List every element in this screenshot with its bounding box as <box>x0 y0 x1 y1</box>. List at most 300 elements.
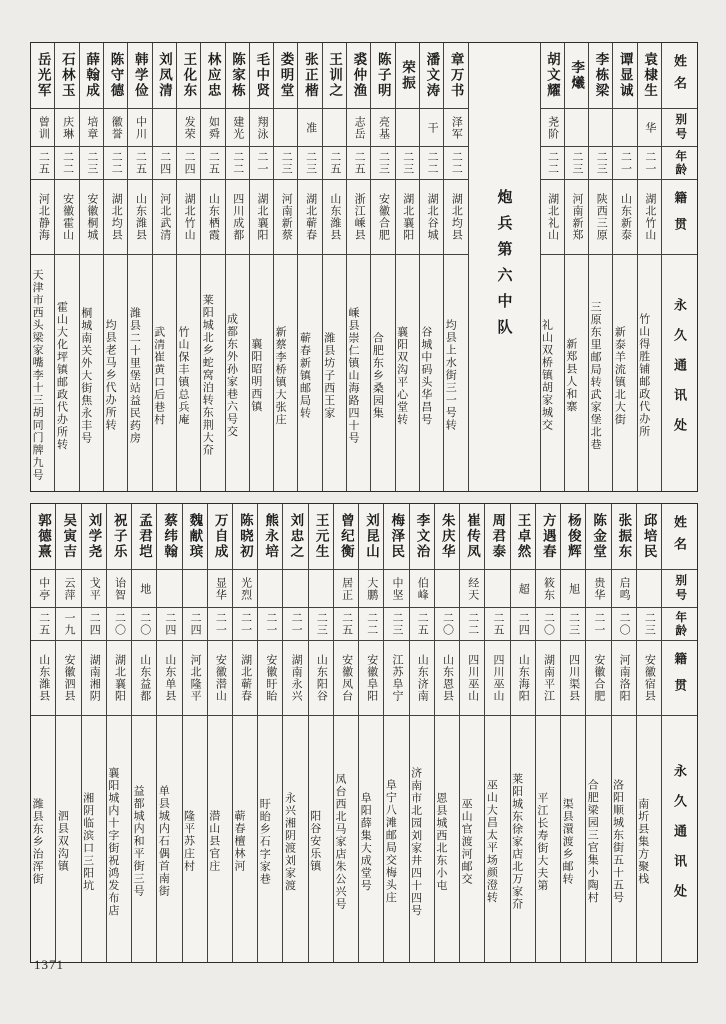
header-age-cell <box>662 608 697 641</box>
person-column <box>322 43 346 491</box>
person-name-cell <box>541 43 564 109</box>
person-age-cell <box>309 608 333 641</box>
person-name: 张振东 <box>616 513 632 560</box>
header-address: 永久通讯处 <box>672 298 687 448</box>
person-native-place-cell <box>31 180 54 255</box>
person-native-place-cell <box>56 641 80 716</box>
person-column <box>510 504 535 962</box>
person-name: 陈金堂 <box>591 513 607 560</box>
person-age-cell <box>132 608 156 641</box>
person-name-cell <box>80 43 103 109</box>
person-age: 二五 <box>353 151 366 175</box>
person-alias: 大鹏 <box>365 576 378 601</box>
person-address-cell <box>258 716 282 962</box>
person-column <box>434 504 459 962</box>
person-alias-cell <box>612 570 636 608</box>
person-name: 张正楷 <box>302 52 318 99</box>
header-native: 籍贯 <box>672 190 687 244</box>
person-native-place: 安徽盱眙 <box>264 654 277 702</box>
person-address: 成都东外孙家巷六号交 <box>225 313 238 438</box>
person-age: 二一 <box>619 151 632 175</box>
person-column <box>358 504 383 962</box>
person-native-place-cell <box>80 180 103 255</box>
person-column <box>31 43 54 491</box>
person-alias-cell <box>250 109 273 147</box>
person-age: 二一 <box>592 612 605 636</box>
person-name-cell <box>536 504 560 570</box>
person-alias: 启鸣 <box>618 576 631 601</box>
person-address: 莱阳城东徐家店北万家夼 <box>510 772 523 911</box>
person-alias-cell <box>226 109 249 147</box>
person-age-cell <box>323 147 346 180</box>
person-age-cell <box>420 147 443 180</box>
person-address-cell <box>157 716 181 962</box>
person-alias: 筱东 <box>542 576 555 601</box>
person-address-cell <box>298 255 321 491</box>
person-name-cell <box>561 504 585 570</box>
person-name-cell <box>177 43 200 109</box>
person-column <box>81 504 106 962</box>
person-native-place: 四川巫山 <box>466 654 479 702</box>
person-address: 南圻县集方聚栈 <box>636 797 649 886</box>
person-native-place-cell <box>586 641 610 716</box>
person-native-place-cell <box>104 180 127 255</box>
person-name-cell <box>226 43 249 109</box>
person-age: 二〇 <box>618 612 631 636</box>
person-name: 毛中贤 <box>254 52 270 99</box>
person-address-cell <box>55 255 78 491</box>
person-age: 二一 <box>264 612 277 636</box>
person-name: 陈子明 <box>375 52 391 99</box>
person-column <box>637 43 661 491</box>
person-age: 二三 <box>643 612 656 636</box>
person-column <box>419 43 443 491</box>
person-name-cell <box>410 504 434 570</box>
person-alias: 发荣 <box>183 115 196 140</box>
person-address: 新郑县人和寨 <box>564 338 577 413</box>
person-name-cell <box>371 43 394 109</box>
person-alias: 如舜 <box>207 115 220 140</box>
person-alias-cell <box>638 109 661 147</box>
person-alias-cell <box>347 109 370 147</box>
person-name-cell <box>31 43 54 109</box>
person-age-cell <box>613 147 636 180</box>
person-age: 二五 <box>37 151 50 175</box>
person-native-place: 河南新郑 <box>570 193 583 241</box>
person-native-place-cell <box>157 641 181 716</box>
person-native-place-cell <box>435 641 459 716</box>
roster-table-top <box>30 42 698 492</box>
person-native-place: 安徽合肥 <box>592 654 605 702</box>
person-address-cell <box>183 716 207 962</box>
person-age: 二四 <box>88 612 101 636</box>
person-address: 泗县双沟镇 <box>56 810 69 873</box>
person-alias: 华 <box>643 121 656 134</box>
person-native-place-cell <box>283 641 307 716</box>
person-column <box>395 43 419 491</box>
person-column <box>103 43 127 491</box>
person-address-cell <box>82 716 106 962</box>
person-name-cell <box>586 504 610 570</box>
person-age-cell <box>435 608 459 641</box>
person-native-place: 湖北蕲春 <box>304 193 317 241</box>
header-alias-cell <box>662 109 697 147</box>
person-name: 朱庆华 <box>439 513 455 560</box>
person-alias-cell <box>298 109 321 147</box>
person-native-place-cell <box>128 180 151 255</box>
person-age-cell <box>511 608 535 641</box>
person-native-place-cell <box>541 180 564 255</box>
person-column <box>225 43 249 491</box>
person-address-cell <box>589 255 612 491</box>
person-name: 荣振 <box>400 60 416 91</box>
person-address: 蕲春新镇邮局转 <box>298 331 311 420</box>
person-age-cell <box>410 608 434 641</box>
person-name: 刘凤清 <box>157 52 173 99</box>
person-name-cell <box>56 504 80 570</box>
person-alias-cell <box>82 570 106 608</box>
person-native-place: 山东潍县 <box>37 654 50 702</box>
person-address: 潍县东乡治浑街 <box>31 797 44 886</box>
person-native-place: 安徽合肥 <box>377 193 390 241</box>
person-age-cell <box>541 147 564 180</box>
person-address: 襄阳城内十字街祝鸿发布店 <box>106 766 119 917</box>
person-native-place-cell <box>460 641 484 716</box>
person-native-place-cell <box>384 641 408 716</box>
person-name-cell <box>104 43 127 109</box>
person-native-place-cell <box>226 180 249 255</box>
person-name-cell <box>55 43 78 109</box>
person-age: 二四 <box>517 612 530 636</box>
person-column <box>535 504 560 962</box>
person-name-cell <box>637 504 661 570</box>
person-column <box>156 504 181 962</box>
person-address-cell <box>31 255 54 491</box>
person-age: 二四 <box>163 612 176 636</box>
person-address-cell <box>80 255 103 491</box>
person-column <box>152 43 176 491</box>
person-address-cell <box>613 255 636 491</box>
person-native-place: 湖北均县 <box>450 193 463 241</box>
person-alias: 徽誉 <box>110 115 123 140</box>
person-column <box>383 504 408 962</box>
person-native-place-cell <box>177 180 200 255</box>
person-native-place-cell <box>233 641 257 716</box>
person-alias-cell <box>541 109 564 147</box>
person-name: 周君泰 <box>490 513 506 560</box>
person-alias-cell <box>435 570 459 608</box>
person-age-cell <box>283 608 307 641</box>
person-name: 陈晓初 <box>237 513 253 560</box>
person-column <box>79 43 103 491</box>
person-alias: 地 <box>138 582 151 595</box>
person-alias: 准 <box>304 121 317 134</box>
person-name: 陈守德 <box>108 52 124 99</box>
person-address-cell <box>334 716 358 962</box>
person-column <box>182 504 207 962</box>
person-native-place: 湖北谷城 <box>426 193 439 241</box>
person-address: 凤台西北马家店朱公兴号 <box>333 772 346 911</box>
person-alias-cell <box>132 570 156 608</box>
person-native-place-cell <box>82 641 106 716</box>
person-address-cell <box>132 716 156 962</box>
person-address: 阜宁八滩邮局交梅头庄 <box>384 779 397 904</box>
person-age: 二三 <box>391 612 404 636</box>
person-name: 石林玉 <box>59 52 75 99</box>
person-column <box>540 43 564 491</box>
person-age: 二三 <box>570 151 583 175</box>
person-address: 湘阴临滨口三阳坑 <box>81 791 94 892</box>
person-native-place-cell <box>347 180 370 255</box>
person-name: 胡文耀 <box>544 52 560 99</box>
person-name-cell <box>157 504 181 570</box>
person-native-place-cell <box>31 641 55 716</box>
person-age: 二五 <box>328 151 341 175</box>
person-address-cell <box>396 255 419 491</box>
person-address-cell <box>208 716 232 962</box>
person-address-cell <box>233 716 257 962</box>
person-name: 刘昆山 <box>364 513 380 560</box>
person-age: 二三 <box>401 151 414 175</box>
person-age: 二二 <box>231 151 244 175</box>
person-native-place-cell <box>589 180 612 255</box>
person-alias: 中亭 <box>37 576 50 601</box>
person-address-cell <box>511 716 535 962</box>
person-age: 二四 <box>189 612 202 636</box>
person-name-cell <box>283 504 307 570</box>
person-age-cell <box>55 147 78 180</box>
person-age-cell <box>536 608 560 641</box>
person-age-cell <box>637 608 661 641</box>
person-native-place-cell <box>371 180 394 255</box>
person-address-cell <box>283 716 307 962</box>
person-age: 二三 <box>280 151 293 175</box>
person-age-cell <box>561 608 585 641</box>
person-address: 三原东里邮局转武家堡北巷 <box>589 300 602 451</box>
person-native-place-cell <box>132 641 156 716</box>
person-native-place: 山东单县 <box>163 654 176 702</box>
person-alias-cell <box>283 570 307 608</box>
person-native-place: 湖北竹山 <box>643 193 656 241</box>
person-alias-cell <box>128 109 151 147</box>
person-alias-cell <box>396 109 419 147</box>
person-address-cell <box>420 255 443 491</box>
person-name: 潘文涛 <box>424 52 440 99</box>
person-name: 李爔 <box>569 60 585 91</box>
person-column <box>484 504 509 962</box>
person-native-place: 浙江嵊县 <box>353 193 366 241</box>
person-alias: 亮基 <box>377 115 390 140</box>
person-address: 均县上水街三一号转 <box>444 319 457 432</box>
person-name: 谭显诚 <box>617 52 633 99</box>
person-alias-cell <box>565 109 588 147</box>
person-name-cell <box>638 43 661 109</box>
person-native-place-cell <box>274 180 297 255</box>
person-column <box>249 43 273 491</box>
person-age-cell <box>250 147 273 180</box>
person-age-cell <box>208 608 232 641</box>
person-address: 霍山大化坪镇邮政代办所转 <box>55 300 68 451</box>
person-column <box>585 504 610 962</box>
person-address: 盱眙乡石字家巷 <box>258 797 271 886</box>
person-column <box>200 43 224 491</box>
person-address: 阳谷安乐镇 <box>308 810 321 873</box>
person-age-cell <box>82 608 106 641</box>
person-name-cell <box>298 43 321 109</box>
person-address-cell <box>586 716 610 962</box>
person-name: 杨俊辉 <box>565 513 581 560</box>
person-native-place-cell <box>410 641 434 716</box>
column-headers-top <box>661 43 697 491</box>
person-address: 蕲春檀林河 <box>233 810 246 873</box>
person-name: 薛翰成 <box>84 52 100 99</box>
person-alias: 旭 <box>567 582 580 595</box>
person-address: 隆平苏庄村 <box>182 810 195 873</box>
person-alias-cell <box>485 570 509 608</box>
person-age-cell <box>177 147 200 180</box>
person-native-place: 安徽凤台 <box>340 654 353 702</box>
header-alias: 别号 <box>674 574 687 603</box>
person-age: 二三 <box>304 151 317 175</box>
person-name-cell <box>511 504 535 570</box>
person-alias: 泽军 <box>450 115 463 140</box>
person-address: 襄阳双沟平心堂转 <box>395 325 408 426</box>
person-alias-cell <box>420 109 443 147</box>
person-alias-cell <box>274 109 297 147</box>
person-native-place: 安徽宿县 <box>643 654 656 702</box>
person-name-cell <box>183 504 207 570</box>
person-address: 谷城中码头华昌号 <box>419 325 432 426</box>
person-alias-cell <box>613 109 636 147</box>
person-age-cell <box>334 608 358 641</box>
person-native-place-cell <box>612 641 636 716</box>
person-address: 竹山得胜铺邮政代办所 <box>637 313 650 438</box>
person-name-cell <box>420 43 443 109</box>
person-address-cell <box>104 255 127 491</box>
person-address-cell <box>56 716 80 962</box>
person-alias-cell <box>371 109 394 147</box>
person-native-place: 湖南平江 <box>542 654 555 702</box>
header-age: 年龄 <box>674 610 687 638</box>
person-name: 李栋梁 <box>593 52 609 99</box>
person-native-place: 安徽泗县 <box>62 654 75 702</box>
person-age: 二一 <box>214 612 227 636</box>
person-native-place-cell <box>201 180 224 255</box>
person-age-cell <box>612 608 636 641</box>
person-name: 娄明堂 <box>278 52 294 99</box>
person-column <box>370 43 394 491</box>
person-alias-cell <box>460 570 484 608</box>
person-alias-cell <box>536 570 560 608</box>
person-name: 李文治 <box>414 513 430 560</box>
person-alias: 伯峰 <box>416 576 429 601</box>
person-name: 王化东 <box>181 52 197 99</box>
person-native-place: 湖南湘阴 <box>88 654 101 702</box>
person-address-cell <box>107 716 131 962</box>
person-column <box>127 43 151 491</box>
person-alias-cell <box>177 109 200 147</box>
person-native-place-cell <box>565 180 588 255</box>
person-name: 魏献瑸 <box>187 513 203 560</box>
person-native-place: 河南洛阳 <box>618 654 631 702</box>
person-native-place: 山东益都 <box>138 654 151 702</box>
person-name-cell <box>444 43 467 109</box>
person-name-cell <box>565 43 588 109</box>
person-native-place: 湖北均县 <box>110 193 123 241</box>
person-age: 二二 <box>365 612 378 636</box>
person-name: 王训之 <box>327 52 343 99</box>
person-age: 二三 <box>315 612 328 636</box>
person-age: 二一 <box>643 151 656 175</box>
person-native-place: 安徽阜阳 <box>365 654 378 702</box>
person-column <box>54 43 78 491</box>
person-address: 新泰羊流镇北大街 <box>613 325 626 426</box>
person-alias-cell <box>201 109 224 147</box>
person-native-place-cell <box>420 180 443 255</box>
person-name-cell <box>612 504 636 570</box>
person-address-cell <box>541 255 564 491</box>
person-name: 梅泽民 <box>389 513 405 560</box>
person-address-cell <box>201 255 224 491</box>
person-native-place-cell <box>359 641 383 716</box>
person-name-cell <box>128 43 151 109</box>
person-native-place-cell <box>323 180 346 255</box>
person-column <box>636 504 661 962</box>
person-column <box>232 504 257 962</box>
person-column <box>55 504 80 962</box>
person-name: 岳光军 <box>35 52 51 99</box>
person-address: 武清崔黄口后巷村 <box>152 325 165 426</box>
person-alias-cell <box>511 570 535 608</box>
person-address: 巫山大昌太平场颜澄转 <box>485 779 498 904</box>
person-age-cell <box>359 608 383 641</box>
person-native-place-cell <box>485 641 509 716</box>
person-native-place-cell <box>250 180 273 255</box>
person-native-place-cell <box>444 180 467 255</box>
person-address-cell <box>612 716 636 962</box>
person-alias-cell <box>384 570 408 608</box>
person-native-place-cell <box>613 180 636 255</box>
person-name: 陈家栋 <box>229 52 245 99</box>
person-age-cell <box>157 608 181 641</box>
person-column <box>409 504 434 962</box>
person-name-cell <box>347 43 370 109</box>
person-native-place-cell <box>183 641 207 716</box>
person-native-place: 四川渠县 <box>567 654 580 702</box>
person-alias-cell <box>31 109 54 147</box>
person-age: 二二 <box>466 612 479 636</box>
person-age-cell <box>104 147 127 180</box>
person-alias-cell <box>359 570 383 608</box>
person-alias-cell <box>323 109 346 147</box>
person-address-cell <box>359 716 383 962</box>
person-age-cell <box>384 608 408 641</box>
person-native-place: 山东新泰 <box>619 193 632 241</box>
person-age: 二〇 <box>441 612 454 636</box>
person-address-cell <box>323 255 346 491</box>
person-name-cell <box>359 504 383 570</box>
person-native-place: 山东阳谷 <box>315 654 328 702</box>
person-age: 二〇 <box>113 612 126 636</box>
person-native-place: 四川成都 <box>231 193 244 241</box>
person-alias-cell <box>183 570 207 608</box>
person-native-place-cell <box>258 641 282 716</box>
person-column <box>346 43 370 491</box>
person-age-cell <box>371 147 394 180</box>
person-age: 二五 <box>491 612 504 636</box>
person-column <box>106 504 131 962</box>
person-name-cell <box>31 504 55 570</box>
